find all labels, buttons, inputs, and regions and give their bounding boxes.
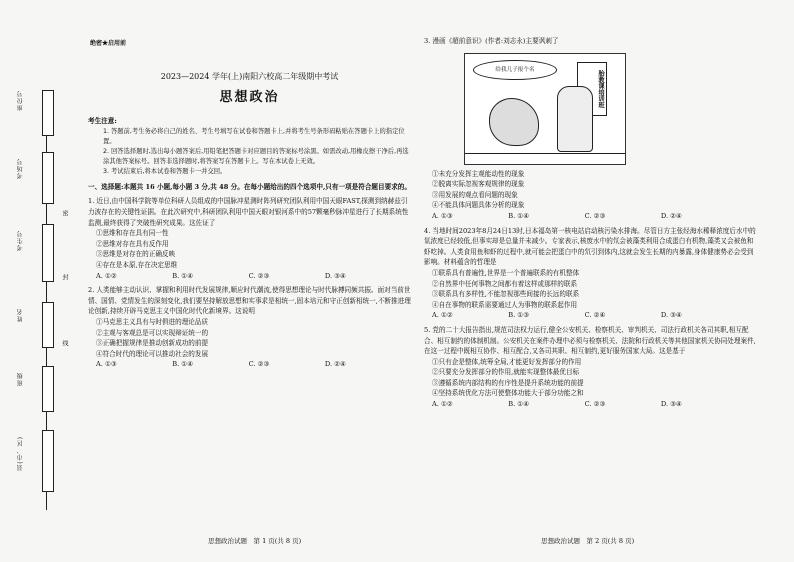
question-1-option-4: ④存在是本原,存在决定思维 xyxy=(96,260,178,269)
question-2-choices xyxy=(96,359,346,370)
question-5-stem: 5. 党的二十大报告指出,规范司法权力运行,健全公安机关、检察机关、审判机关、司法行政机关各司其职,相互配合、相互制约的体制机制。公安机关在案件办理中必须与检察机关、法院和行政机关等其他国家机关协同处理案件,在这一过程中既相互协作、相互配合,又各司其职、相互制约,更好服务国家大局。这是基于 xyxy=(424,325,756,356)
subject-title: 思想政治 xyxy=(219,89,280,105)
question-1-option-2: ②思维对存在具有反作用 xyxy=(96,239,169,248)
question-3-option-1: ①未充分发挥主观能动性的现象 xyxy=(432,169,525,178)
question-5-option-3: ③遵循系统内部结构的有序性是提升系统功能的前提 xyxy=(432,378,584,387)
question-5-choices xyxy=(432,399,682,410)
question-5-option-4: ④坚持系统优化方法可使整体功能大于部分功能之和 xyxy=(432,389,584,398)
footer-page-1: 思想政治试题 第 1 页(共 8 页) xyxy=(208,537,302,545)
cartoon-figure xyxy=(557,86,593,152)
cartoon-sign: 胎教课培训班 xyxy=(577,62,607,116)
question-2-option-2: ②主观与客观总是可以实现辩证统一的 xyxy=(96,328,209,337)
section-one-heading: 一、选择题:本题共 16 小题,每小题 3 分,共 48 分。在每小题给出的四个选项中,只有一项是符合题目要求的。 xyxy=(88,182,411,191)
notice-item-1: 1. 答题前,考生务必将自己的姓名、考生号填写在试卷和答题卡上,并将考生号条形码粘贴在答题卡上的指定位置。 xyxy=(103,127,405,145)
question-3-choice-d[interactable]: D. ②④ xyxy=(660,211,682,220)
question-3-stem: 3. 漫画《超前意识》(作者:刘志永)主要讽刺了 xyxy=(424,37,559,45)
question-1-stem: 1. 近日,由中国科学院等单位科研人员组成的中国脉冲星测时阵列研究团队利用中国天眼FAST,探测到纳赫兹引力波存在的关键性证据。在此次研究中,科研团队利用中国天眼对银河系中的57颗毫秒脉冲星进行了长期系统性监测,最终获得了突破性研究成果。这佐证了 xyxy=(88,197,409,227)
question-5-option-1: ①只有企是整体,统筹全局,才能更好发挥部分的作用 xyxy=(432,357,582,366)
question-3-option-3: ③用发展的观点看问题的现象 xyxy=(432,190,518,199)
binding-field-room: 考场号 xyxy=(17,158,24,179)
question-5-choice-a[interactable]: A. ①② xyxy=(432,400,453,409)
cartoon-hen xyxy=(489,98,539,146)
question-5-choice-d[interactable]: D. ③④ xyxy=(660,400,682,409)
notice-item-2: 2. 回答选择题时,选出每小题答案后,用铅笔把答题卡对应题目的答案标号涂黑。如需改动,用橡皮擦干净后,再选涂其他答案标号。回答非选择题时,将答案写在答题卡上。写在本试卷上无效。 xyxy=(103,147,409,165)
question-4-option-2: ②自然界中任何事物之间都有着这样或那样的联系 xyxy=(432,279,578,288)
question-1-choices xyxy=(96,271,346,282)
binding-field-county: 县(市、区) xyxy=(17,436,24,471)
question-4-option-1: ①联系具有普遍性,世界是一个普遍联系的有机整体 xyxy=(432,268,580,277)
cartoon-speech-bubble: 给我儿子报个名 xyxy=(473,60,557,80)
binding-box-county[interactable] xyxy=(42,430,54,492)
cartoon-ground xyxy=(465,153,625,154)
question-2-choice-d[interactable]: D. ②④ xyxy=(324,360,346,369)
binding-margin xyxy=(10,90,68,510)
question-1-choice-b[interactable]: B. ①④ xyxy=(172,271,194,280)
question-4-option-4: ④自在事物的联系需要通过人为事物的联系起作用 xyxy=(432,300,578,309)
question-4-choices xyxy=(432,310,682,321)
question-3-choice-c[interactable]: C. ②③ xyxy=(584,211,606,220)
footer-page-2: 思想政治试题 第 2 页(共 8 页) xyxy=(541,537,635,545)
binding-box-class[interactable] xyxy=(42,366,54,412)
question-2-option-4: ④符合时代的理论可以推动社会的发展 xyxy=(96,349,209,358)
question-4-option-3: ③联系具有多样性,不能忽视那些间接的长远的联系 xyxy=(432,290,580,299)
question-1-choice-d[interactable]: D. ③④ xyxy=(324,271,346,280)
question-2 xyxy=(88,285,411,370)
question-3-option-2: ②脱离实际忽视客观规律的现象 xyxy=(432,180,525,189)
question-1 xyxy=(88,196,411,281)
question-5-choice-c[interactable]: C. ②③ xyxy=(584,400,606,409)
binding-field-examinee: 考生号 xyxy=(17,230,24,251)
secret-label: 绝密★启用前 xyxy=(90,40,127,47)
notice-heading: 考生注意: xyxy=(88,117,117,126)
binding-box-room[interactable] xyxy=(42,152,54,204)
question-3-option-4: ④不能具体问题具体分析的现象 xyxy=(432,201,525,210)
question-4-choice-c[interactable]: C. ②④ xyxy=(584,311,606,320)
exam-title: 2023—2024 学年(上)南阳六校高二年级期中考试 xyxy=(160,72,339,81)
question-2-stem: 2. 人类能够主动认识、掌握和利用时代发展规律,顺应时代潮流,使得思想理论与时代脉搏同频共振。面对当前世情、国情、党情发生的深刻变化,我们要坚持解放思想和实事求是相统一,固本培元和守正创新相统一,不断推进理论创新,持续开辟马克思主义中国化时代化新境界。这说明 xyxy=(88,286,411,316)
page-right xyxy=(424,32,756,410)
question-2-choice-c[interactable]: C. ②③ xyxy=(248,360,270,369)
question-5-choice-b[interactable]: B. ①④ xyxy=(508,400,530,409)
question-4-stem: 4. 当地时间2023年8月24日13时,日本福岛第一核电站启动核污染水排海。尽管日方主张经海水稀释浓度后水中的氚浓度已经较低,但事实却是总量并未减少。专家表示,核废水中的氘会被藻类利用合成蛋白有机物,藻类又会被鱼和虾吃掉。人类食用鱼和虾的过程中,就可能会把蛋白中的氘引到体内,这就会发生长期的内暴露,身体健康势必会受到影响。材料蕴含的哲理是 xyxy=(424,226,756,267)
question-4-choice-d[interactable]: D. ③④ xyxy=(660,311,682,320)
question-1-option-1: ①思维和存在具有同一性 xyxy=(96,229,169,238)
question-3-choice-b[interactable]: B. ①④ xyxy=(508,211,530,220)
question-1-option-3: ③思维是对存在的正确反映 xyxy=(96,250,176,259)
question-5-option-2: ②只要充分发挥部分的作用,就能实现整体最优目标 xyxy=(432,368,580,377)
binding-field-seat: 座位号 xyxy=(17,90,24,111)
question-2-option-1: ①马克思主义具有与时俱进的理论品质 xyxy=(96,317,209,326)
question-2-choice-a[interactable]: A. ①③ xyxy=(96,360,117,369)
cartoon-image xyxy=(464,53,626,165)
cut-mark-mi: 密 xyxy=(61,210,68,216)
question-3-choices xyxy=(432,211,682,222)
question-1-choice-c[interactable]: C. ②③ xyxy=(248,271,270,280)
question-3 xyxy=(424,36,756,222)
question-4-choice-b[interactable]: B. ①③ xyxy=(508,311,530,320)
binding-field-class: 班级 xyxy=(17,372,24,386)
notice-item-3: 3. 考试结束后,将本试卷和答题卡一并交回。 xyxy=(103,167,227,175)
binding-field-name: 姓名 xyxy=(17,308,24,322)
cut-mark-feng: 封 xyxy=(61,274,68,280)
binding-box-seat[interactable] xyxy=(42,90,54,136)
question-4 xyxy=(424,226,756,321)
question-4-choice-a[interactable]: A. ①② xyxy=(432,311,453,320)
question-1-choice-a[interactable]: A. ①② xyxy=(96,271,117,280)
binding-box-name[interactable] xyxy=(42,302,54,348)
binding-box-examinee[interactable] xyxy=(42,224,54,282)
question-3-choice-a[interactable]: A. ①③ xyxy=(432,211,453,220)
question-2-choice-b[interactable]: B. ①④ xyxy=(172,360,194,369)
question-5 xyxy=(424,325,756,410)
question-2-option-3: ③正确把握规律是推动创新成功的前提 xyxy=(96,339,209,348)
page-left xyxy=(88,32,411,370)
cut-mark-xian: 线 xyxy=(61,340,68,346)
